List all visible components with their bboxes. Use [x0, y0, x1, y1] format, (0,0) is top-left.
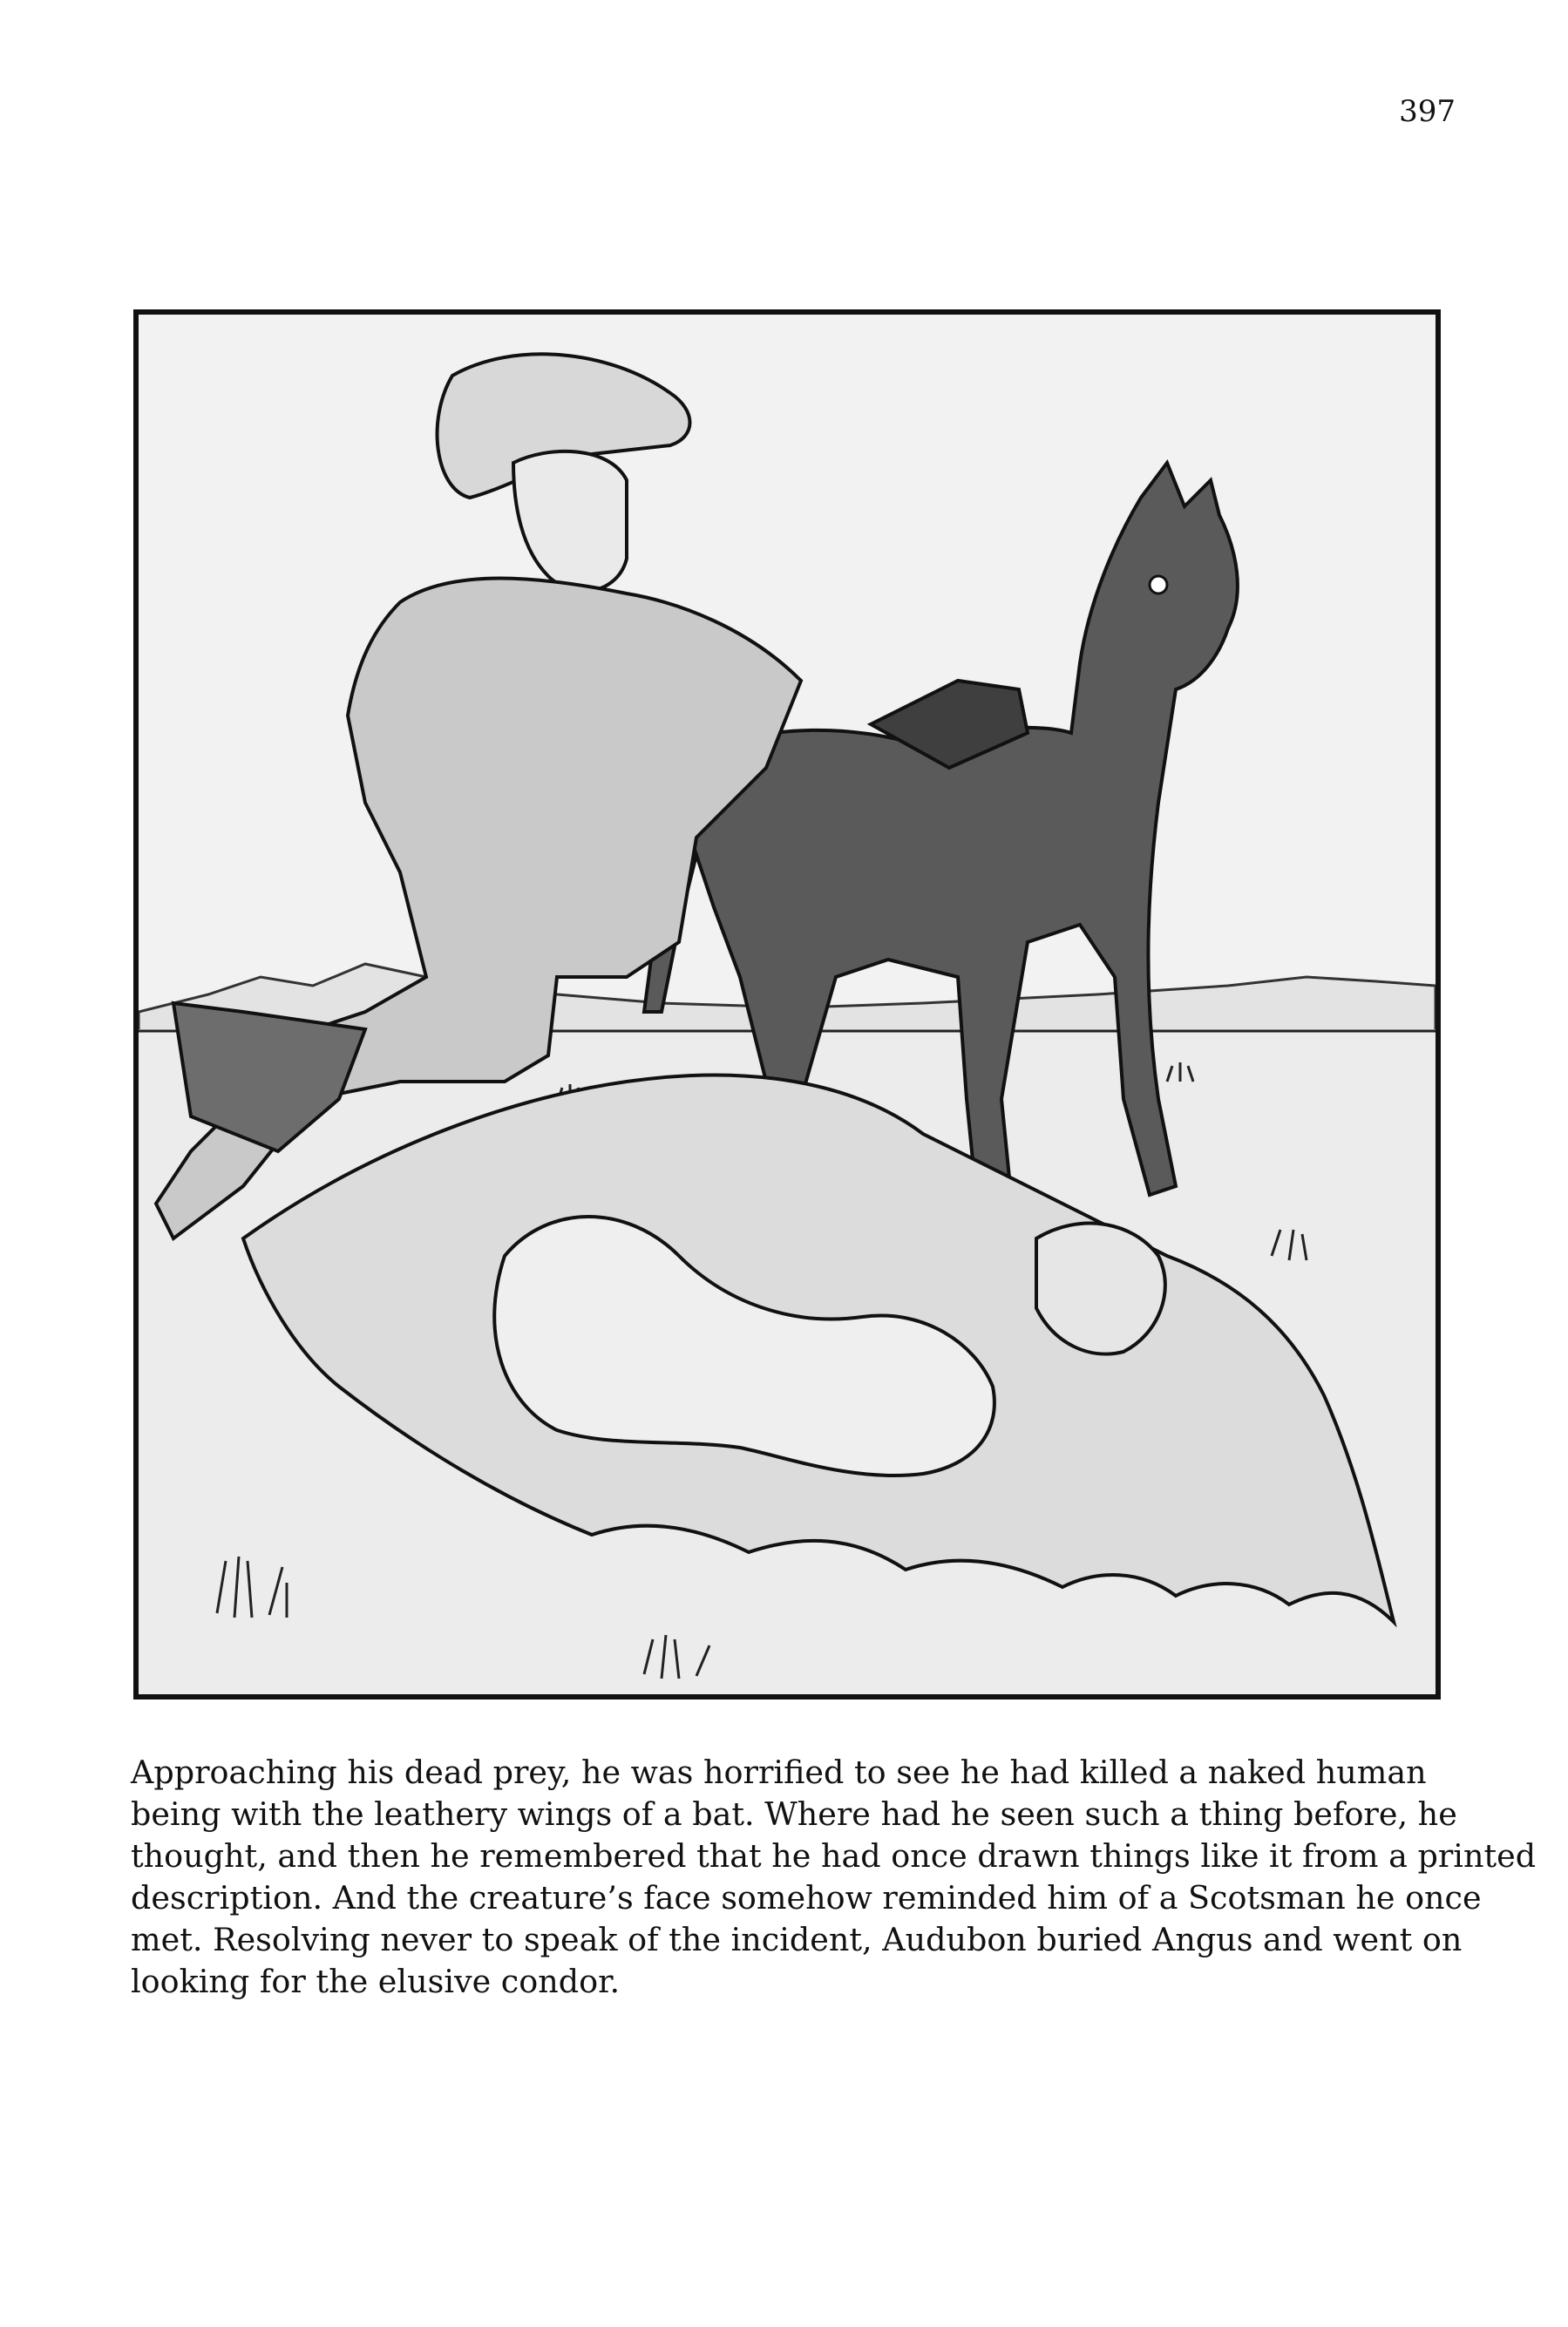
illustration: [139, 315, 1436, 1694]
illustration-panel: [133, 309, 1441, 1699]
caption-line: thought, and then he remembered that he had once drawn things like it from a printed: [131, 1837, 1537, 1875]
caption-line: Approaching his dead prey, he was horrified to see he had killed a naked human: [131, 1754, 1427, 1791]
caption: [131, 1752, 1537, 2003]
page-number: 397: [1399, 94, 1456, 129]
caption-line: met. Resolving never to speak of the incident, Audubon buried Angus and went on: [131, 1921, 1463, 1958]
caption-line: looking for the elusive condor.: [131, 1963, 621, 2000]
caption-line: description. And the creature’s face somehow reminded him of a Scotsman he once: [131, 1879, 1482, 1917]
creature-face-illustration: [1036, 1224, 1165, 1354]
caption-line: being with the leathery wings of a bat. Where had he seen such a thing before, he: [131, 1795, 1457, 1833]
